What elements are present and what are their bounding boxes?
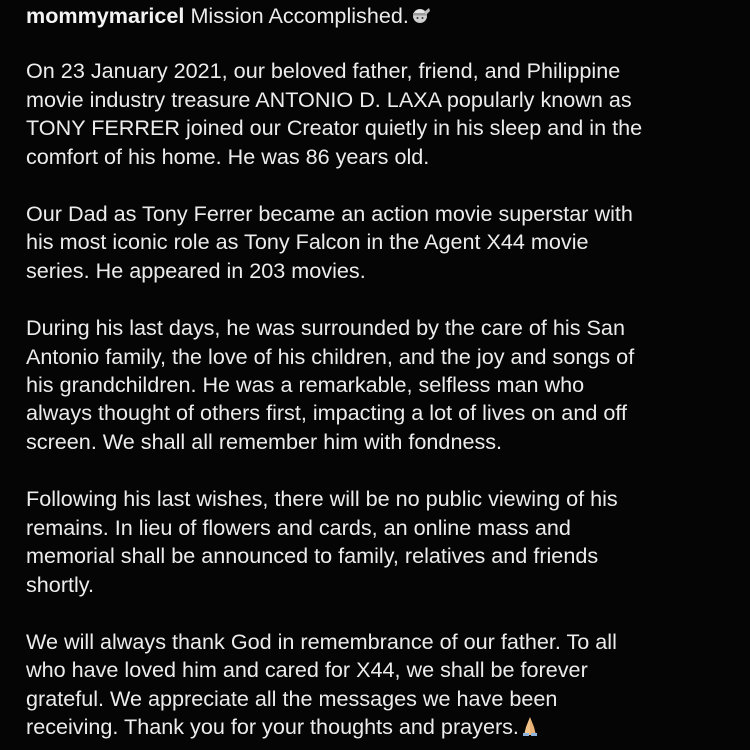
- caption-line: who have loved him and cared for X44, we shall be forever: [26, 657, 588, 683]
- caption-line: his grandchildren. He was a remarkable, selfless man who: [26, 372, 585, 398]
- caption-line: remains. In lieu of flowers and cards, an online mass and: [26, 514, 571, 540]
- paragraph-last-wishes: [26, 485, 730, 599]
- paragraph-death-announcement: [26, 57, 730, 171]
- caption-line: always thought of others first, impacting a lot of lives on and off: [26, 400, 627, 426]
- caption-line: Following his last wishes, there will be no public viewing of his: [26, 486, 618, 512]
- caption-header: [26, 2, 730, 33]
- caption-line: movie industry treasure ANTONIO D. LAXA popularly known as: [26, 86, 632, 112]
- caption-line: his most iconic role as Tony Falcon in the Agent X44 movie: [26, 229, 589, 255]
- caption-line: Antonio family, the love of his children, and the joy and songs of: [26, 343, 635, 369]
- caption-line: Our Dad as Tony Ferrer became an action movie superstar with: [26, 201, 633, 227]
- caption-headline: Mission Accomplished.: [190, 3, 409, 28]
- paragraph-last-days: [26, 314, 730, 456]
- folded-hands-icon: [519, 715, 541, 744]
- caption-line: grateful. We appreciate all the messages we have been: [26, 685, 558, 711]
- caption-line: We will always thank God in remembrance of our father. To all: [26, 628, 617, 654]
- caption-line: memorial shall be announced to family, relatives and friends: [26, 543, 599, 569]
- caption-line: screen. We shall all remember him with fondness.: [26, 428, 503, 454]
- caption-line: shortly.: [26, 571, 94, 597]
- salute-emoji-icon: [409, 4, 431, 33]
- caption-line: comfort of his home. He was 86 years old.: [26, 143, 430, 169]
- caption-line-last: [26, 713, 730, 744]
- caption-line: On 23 January 2021, our beloved father, friend, and Philippine: [26, 58, 621, 84]
- paragraph-career: [26, 200, 730, 285]
- username-link[interactable]: mommymaricel: [26, 3, 185, 28]
- paragraph-thanks: [26, 628, 730, 745]
- caption-line: TONY FERRER joined our Creator quietly in his sleep and in the: [26, 115, 643, 141]
- caption-line: series. He appeared in 203 movies.: [26, 257, 366, 283]
- caption-line: During his last days, he was surrounded by the care of his San: [26, 315, 625, 341]
- caption-line-text: receiving. Thank you for your thoughts and prayers.: [26, 714, 519, 740]
